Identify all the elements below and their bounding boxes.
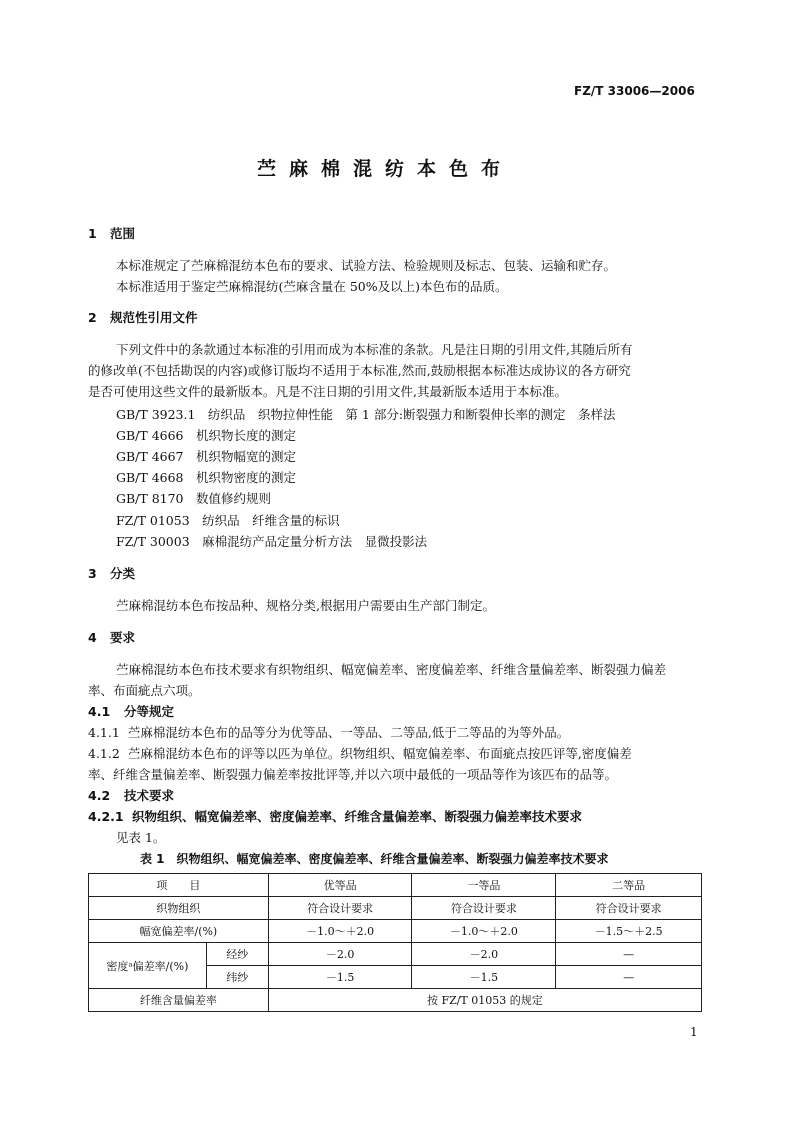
s3-paragraph: 苎麻棉混纺本色布按品种、规格分类,根据用户需要由生产部门制定。 <box>116 598 495 613</box>
row-label: 幅宽偏差率/(%) <box>89 920 269 943</box>
header-item: 项 目 <box>89 874 269 897</box>
cell: 符合设计要求 <box>268 897 412 920</box>
cell: －1.0～＋2.0 <box>268 920 412 943</box>
cell: －1.5 <box>412 966 556 989</box>
row-label: 纤维含量偏差率 <box>89 989 269 1012</box>
row-label: 密度ᵃ偏差率/(%) <box>89 943 207 989</box>
table-caption: 表 1 织物组织、幅宽偏差率、密度偏差率、纤维含量偏差率、断裂强力偏差率技术要求 <box>140 852 609 866</box>
section-4-1-heading: 4.1 分等规定 <box>88 704 175 719</box>
s2-paragraph-line-1: 下列文件中的条款通过本标准的引用而成为本标准的条款。凡是注日期的引用文件,其随后所有 <box>116 342 633 357</box>
requirements-table <box>88 873 702 1012</box>
clause-4-1-2-line-1: 4.1.2 苎麻棉混纺本色布的评等以匹为单位。织物组织、幅宽偏差率、布面疵点按匹评等,密度偏差 <box>88 746 632 761</box>
cell: －2.0 <box>412 943 556 966</box>
reference-item: GB/T 3923.1 纺织品 织物拉伸性能 第 1 部分:断裂强力和断裂伸长率的测定 条样法 <box>116 407 616 422</box>
document-title: 苎麻棉混纺本色布 <box>257 158 514 180</box>
cell: 按 FZ/T 01053 的规定 <box>268 989 701 1012</box>
s2-paragraph-line-2: 的修改单(不包括勘误的内容)或修订版均不适用于本标准,然而,鼓励根据本标准达成协议的各方研究 <box>88 363 631 378</box>
table-row <box>89 943 702 966</box>
row-label: 织物组织 <box>89 897 269 920</box>
section-4-2-heading: 4.2 技术要求 <box>88 788 175 803</box>
reference-item: FZ/T 01053 纺织品 纤维含量的标识 <box>116 513 340 528</box>
section-1-heading: 1 范围 <box>88 226 136 241</box>
reference-item: GB/T 8170 数值修约规则 <box>116 491 272 506</box>
clause-4-1-1: 4.1.1 苎麻棉混纺本色布的品等分为优等品、一等品、二等品,低于二等品的为等外品。 <box>88 725 570 740</box>
header-grade-1: 优等品 <box>268 874 412 897</box>
header-grade-2: 一等品 <box>412 874 556 897</box>
cell: －2.0 <box>268 943 412 966</box>
row-sublabel: 经纱 <box>206 943 268 966</box>
table-header-row <box>89 874 702 897</box>
clause-4-1-2-line-2: 率、纤维含量偏差率、断裂强力偏差率按批评等,并以六项中最低的一项品等作为该匹布的品等。 <box>88 767 617 782</box>
row-sublabel: 纬纱 <box>206 966 268 989</box>
header-grade-3: 二等品 <box>556 874 702 897</box>
cell: 符合设计要求 <box>556 897 702 920</box>
s4-paragraph-line-2: 率、布面疵点六项。 <box>88 683 201 698</box>
section-3-heading: 3 分类 <box>88 566 136 581</box>
standard-number: FZ/T 33006—2006 <box>574 84 695 98</box>
reference-item: GB/T 4666 机织物长度的测定 <box>116 428 297 443</box>
reference-item: FZ/T 30003 麻棉混纺产品定量分析方法 显微投影法 <box>116 534 428 549</box>
table-row <box>89 989 702 1012</box>
table-row <box>89 897 702 920</box>
cell: 符合设计要求 <box>412 897 556 920</box>
s2-paragraph-line-3: 是否可使用这些文件的最新版本。凡是不注日期的引用文件,其最新版本适用于本标准。 <box>88 384 567 399</box>
section-4-heading: 4 要求 <box>88 630 136 645</box>
section-2-heading: 2 规范性引用文件 <box>88 310 198 325</box>
reference-item: GB/T 4668 机织物密度的测定 <box>116 470 297 485</box>
section-4-2-1-heading: 4.2.1 织物组织、幅宽偏差率、密度偏差率、纤维含量偏差率、断裂强力偏差率技术要求 <box>88 809 583 824</box>
s1-paragraph-1: 本标准规定了苎麻棉混纺本色布的要求、试验方法、检验规则及标志、包装、运输和贮存。 <box>116 258 617 273</box>
reference-item: GB/T 4667 机织物幅宽的测定 <box>116 449 297 464</box>
cell: — <box>556 966 702 989</box>
see-table-note: 见表 1。 <box>116 830 166 845</box>
cell: －1.5～＋2.5 <box>556 920 702 943</box>
s1-paragraph-2: 本标准适用于鉴定苎麻棉混纺(苎麻含量在 50%及以上)本色布的品质。 <box>116 279 508 294</box>
cell: －1.5 <box>268 966 412 989</box>
table-row <box>89 920 702 943</box>
page-number: 1 <box>690 1025 698 1039</box>
cell: — <box>556 943 702 966</box>
cell: －1.0～＋2.0 <box>412 920 556 943</box>
s4-paragraph-line-1: 苎麻棉混纺本色布技术要求有织物组织、幅宽偏差率、密度偏差率、纤维含量偏差率、断裂强力偏差 <box>116 662 667 677</box>
